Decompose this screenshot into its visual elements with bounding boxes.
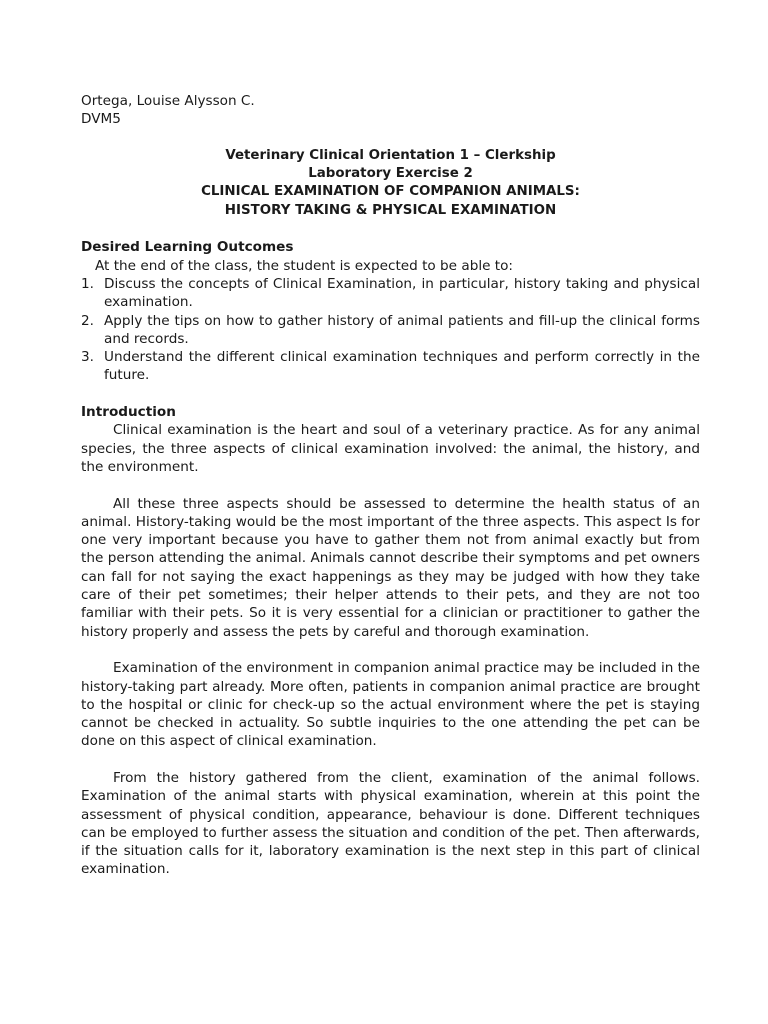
introduction-section <box>81 403 700 879</box>
paragraph: From the history gathered from the client, examination of the animal follows. Examination of the animal starts with physical examination, wherein at this point the assessment of physical condition, appearance, behaviour is done. Different techniques can be employed to further assess the situation and condition of the pet. Then afterwards, if the situation calls for it, laboratory examination is the next step in this part of clinical examination. <box>81 769 700 878</box>
list-item: Apply the tips on how to gather history of animal patients and fill-up the clinical forms and records. <box>104 312 700 347</box>
paragraph: Examination of the environment in companion animal practice may be included in the history-taking part already. More often, patients in companion animal practice are brought to the hospital or clinic for check-up so the actual environment where the pet is staying cannot be checked in actuality. So subtle inquiries to the one attending the pet can be done on this aspect of clinical examination. <box>81 660 700 750</box>
learning-outcomes-section <box>81 238 700 384</box>
paragraph: All these three aspects should be assessed to determine the health status of an animal. History-taking would be the most important of the three aspects. This aspect Is for one very important because you have to gather them not from animal exactly but from the person attending the animal. Animals cannot describe their symptoms and pet owners can fall for not saying the exact happenings as they may be judged with how they take care of their pet sometimes; their helper attends to their pets, and they are not too familiar with their pets. So it is very essential for a clinician or practitioner to gather the history properly and assess the pets by careful and thorough examination. <box>81 495 700 640</box>
author-name: Ortega, Louise Alysson C. <box>81 93 255 109</box>
author-block <box>81 92 700 129</box>
list-item: Discuss the concepts of Clinical Examination, in particular, history taking and physical examination. <box>104 275 700 311</box>
document-title-block <box>81 147 700 220</box>
learning-outcomes-heading: Desired Learning Outcomes <box>81 239 294 256</box>
introduction-heading: Introduction <box>81 404 176 421</box>
course-title: Veterinary Clinical Orientation 1 – Clerkship <box>225 147 556 163</box>
paragraph: Clinical examination is the heart and soul of a veterinary practice. As for any animal species, the three aspects of clinical examination involved: the animal, the history, and the environment. <box>81 422 700 475</box>
learning-outcomes-lead: At the end of the class, the student is expected to be able to: <box>95 257 514 274</box>
author-course: DVM5 <box>81 111 121 128</box>
learning-outcomes-list <box>81 275 700 385</box>
exercise-title: Laboratory Exercise 2 <box>308 166 473 182</box>
list-item: Understand the different clinical examination techniques and perform correctly in the future. <box>104 349 700 384</box>
document-body <box>81 92 700 879</box>
topic-subtitle: HISTORY TAKING & PHYSICAL EXAMINATION <box>224 202 557 218</box>
topic-title: CLINICAL EXAMINATION OF COMPANION ANIMALS: <box>201 184 580 200</box>
